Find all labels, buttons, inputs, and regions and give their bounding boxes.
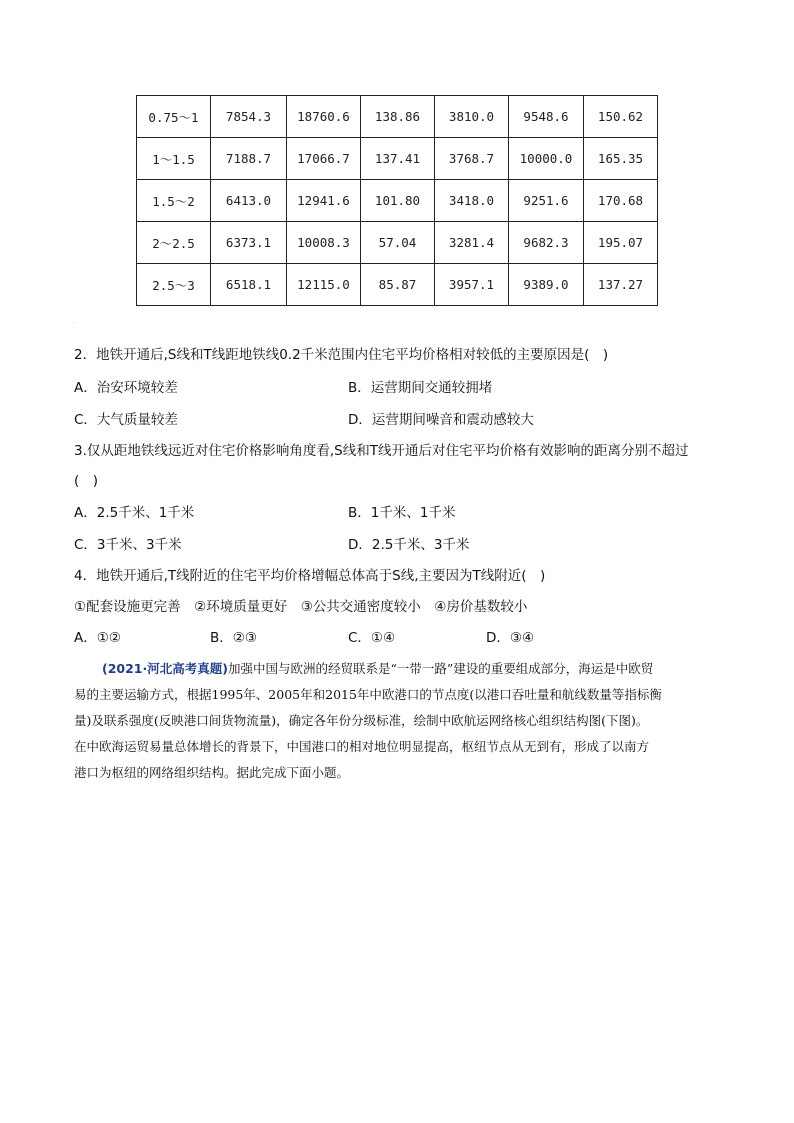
table-cell: 17066.7	[287, 138, 361, 180]
table-cell: 7854.3	[211, 96, 287, 138]
q2-option-d: D．运营期间噪音和震动感较大	[348, 412, 534, 428]
q4-items: ①配套设施更完善 ②环境质量更好 ③公共交通密度较小 ④房价基数较小	[74, 599, 528, 615]
q4-option-b: B．②③	[210, 630, 257, 646]
q4-option-d: D．③④	[486, 630, 535, 646]
table-cell: 195.07	[584, 222, 658, 264]
passage-line-2: 易的主要运输方式，根据1995年、2005年和2015年中欧港口的节点度(以港口吞吐量和航线数量等指标衡	[74, 687, 662, 702]
table-cell: 10000.0	[509, 138, 584, 180]
table-cell: 0.75～1	[137, 96, 211, 138]
q4-stem: 4．地铁开通后,T线附近的住宅平均价格增幅总体高于S线,主要因为T线附近( )	[74, 568, 546, 584]
table-cell: 9251.6	[509, 180, 584, 222]
q3-stem: 3.仅从距地铁线远近对住宅价格影响角度看,S线和T线开通后对住宅平均价格有效影响的距离分别不超过	[74, 443, 689, 459]
passage-line-1: 加强中国与欧洲的经贸联系是“一带一路”建设的重要组成部分，海运是中欧贸	[227, 661, 654, 676]
table-row	[137, 222, 658, 264]
table-cell: 165.35	[584, 138, 658, 180]
q4-option-a: A．①②	[74, 630, 121, 646]
q4-option-c: C．①④	[348, 630, 396, 646]
data-table	[136, 95, 658, 306]
table-cell: 9548.6	[509, 96, 584, 138]
stray-dot: ·	[73, 320, 75, 327]
table-cell: 12941.6	[287, 180, 361, 222]
table-cell: 170.68	[584, 180, 658, 222]
table-cell: 138.86	[361, 96, 435, 138]
table-cell: 3957.1	[435, 264, 509, 306]
table-cell: 3281.4	[435, 222, 509, 264]
q3-stem-paren: ( )	[74, 473, 99, 489]
table-cell: 1～1.5	[137, 138, 211, 180]
table-cell: 137.27	[584, 264, 658, 306]
table-cell: 137.41	[361, 138, 435, 180]
q3-option-d: D．2.5千米、3千米	[348, 537, 470, 553]
table-row	[137, 180, 658, 222]
table-cell: 3768.7	[435, 138, 509, 180]
table-row	[137, 138, 658, 180]
table-cell: 12115.0	[287, 264, 361, 306]
source-tag: (2021·河北高考真题)	[102, 661, 228, 676]
table-cell: 6518.1	[211, 264, 287, 306]
table-cell: 7188.7	[211, 138, 287, 180]
table-cell: 9389.0	[509, 264, 584, 306]
q2-option-b: B．运营期间交通较拥堵	[348, 380, 493, 396]
q3-option-a: A．2.5千米、1千米	[74, 505, 195, 521]
passage-line-3: 量)及联系强度(反映港口间货物流量)，确定各年份分级标准，绘制中欧航运网络核心组织结构图(下图)。	[74, 713, 649, 728]
passage-line-5: 港口为枢纽的网络组织结构。据此完成下面小题。	[74, 765, 350, 780]
table-cell: 3810.0	[435, 96, 509, 138]
table-cell: 101.80	[361, 180, 435, 222]
table-cell: 57.04	[361, 222, 435, 264]
table-cell: 2.5～3	[137, 264, 211, 306]
table-cell: 2～2.5	[137, 222, 211, 264]
table-cell: 6373.1	[211, 222, 287, 264]
table-row	[137, 264, 658, 306]
passage-line-4: 在中欧海运贸易量总体增长的背景下，中国港口的相对地位明显提高，枢纽节点从无到有，形成了以南方	[74, 739, 650, 754]
q3-option-c: C．3千米、3千米	[74, 537, 182, 553]
q3-option-b: B．1千米、1千米	[348, 505, 456, 521]
table-cell: 9682.3	[509, 222, 584, 264]
table-row	[137, 96, 658, 138]
q2-stem: 2．地铁开通后,S线和T线距地铁线0.2千米范围内住宅平均价格相对较低的主要原因是( )	[74, 347, 609, 363]
table-cell: 3418.0	[435, 180, 509, 222]
table-cell: 10008.3	[287, 222, 361, 264]
table-cell: 18760.6	[287, 96, 361, 138]
q2-option-c: C．大气质量较差	[74, 412, 178, 428]
table-cell: 6413.0	[211, 180, 287, 222]
table-cell: 150.62	[584, 96, 658, 138]
table-cell: 85.87	[361, 264, 435, 306]
table-cell: 1.5～2	[137, 180, 211, 222]
passage	[74, 656, 724, 786]
q2-option-a: A．治安环境较差	[74, 380, 178, 396]
